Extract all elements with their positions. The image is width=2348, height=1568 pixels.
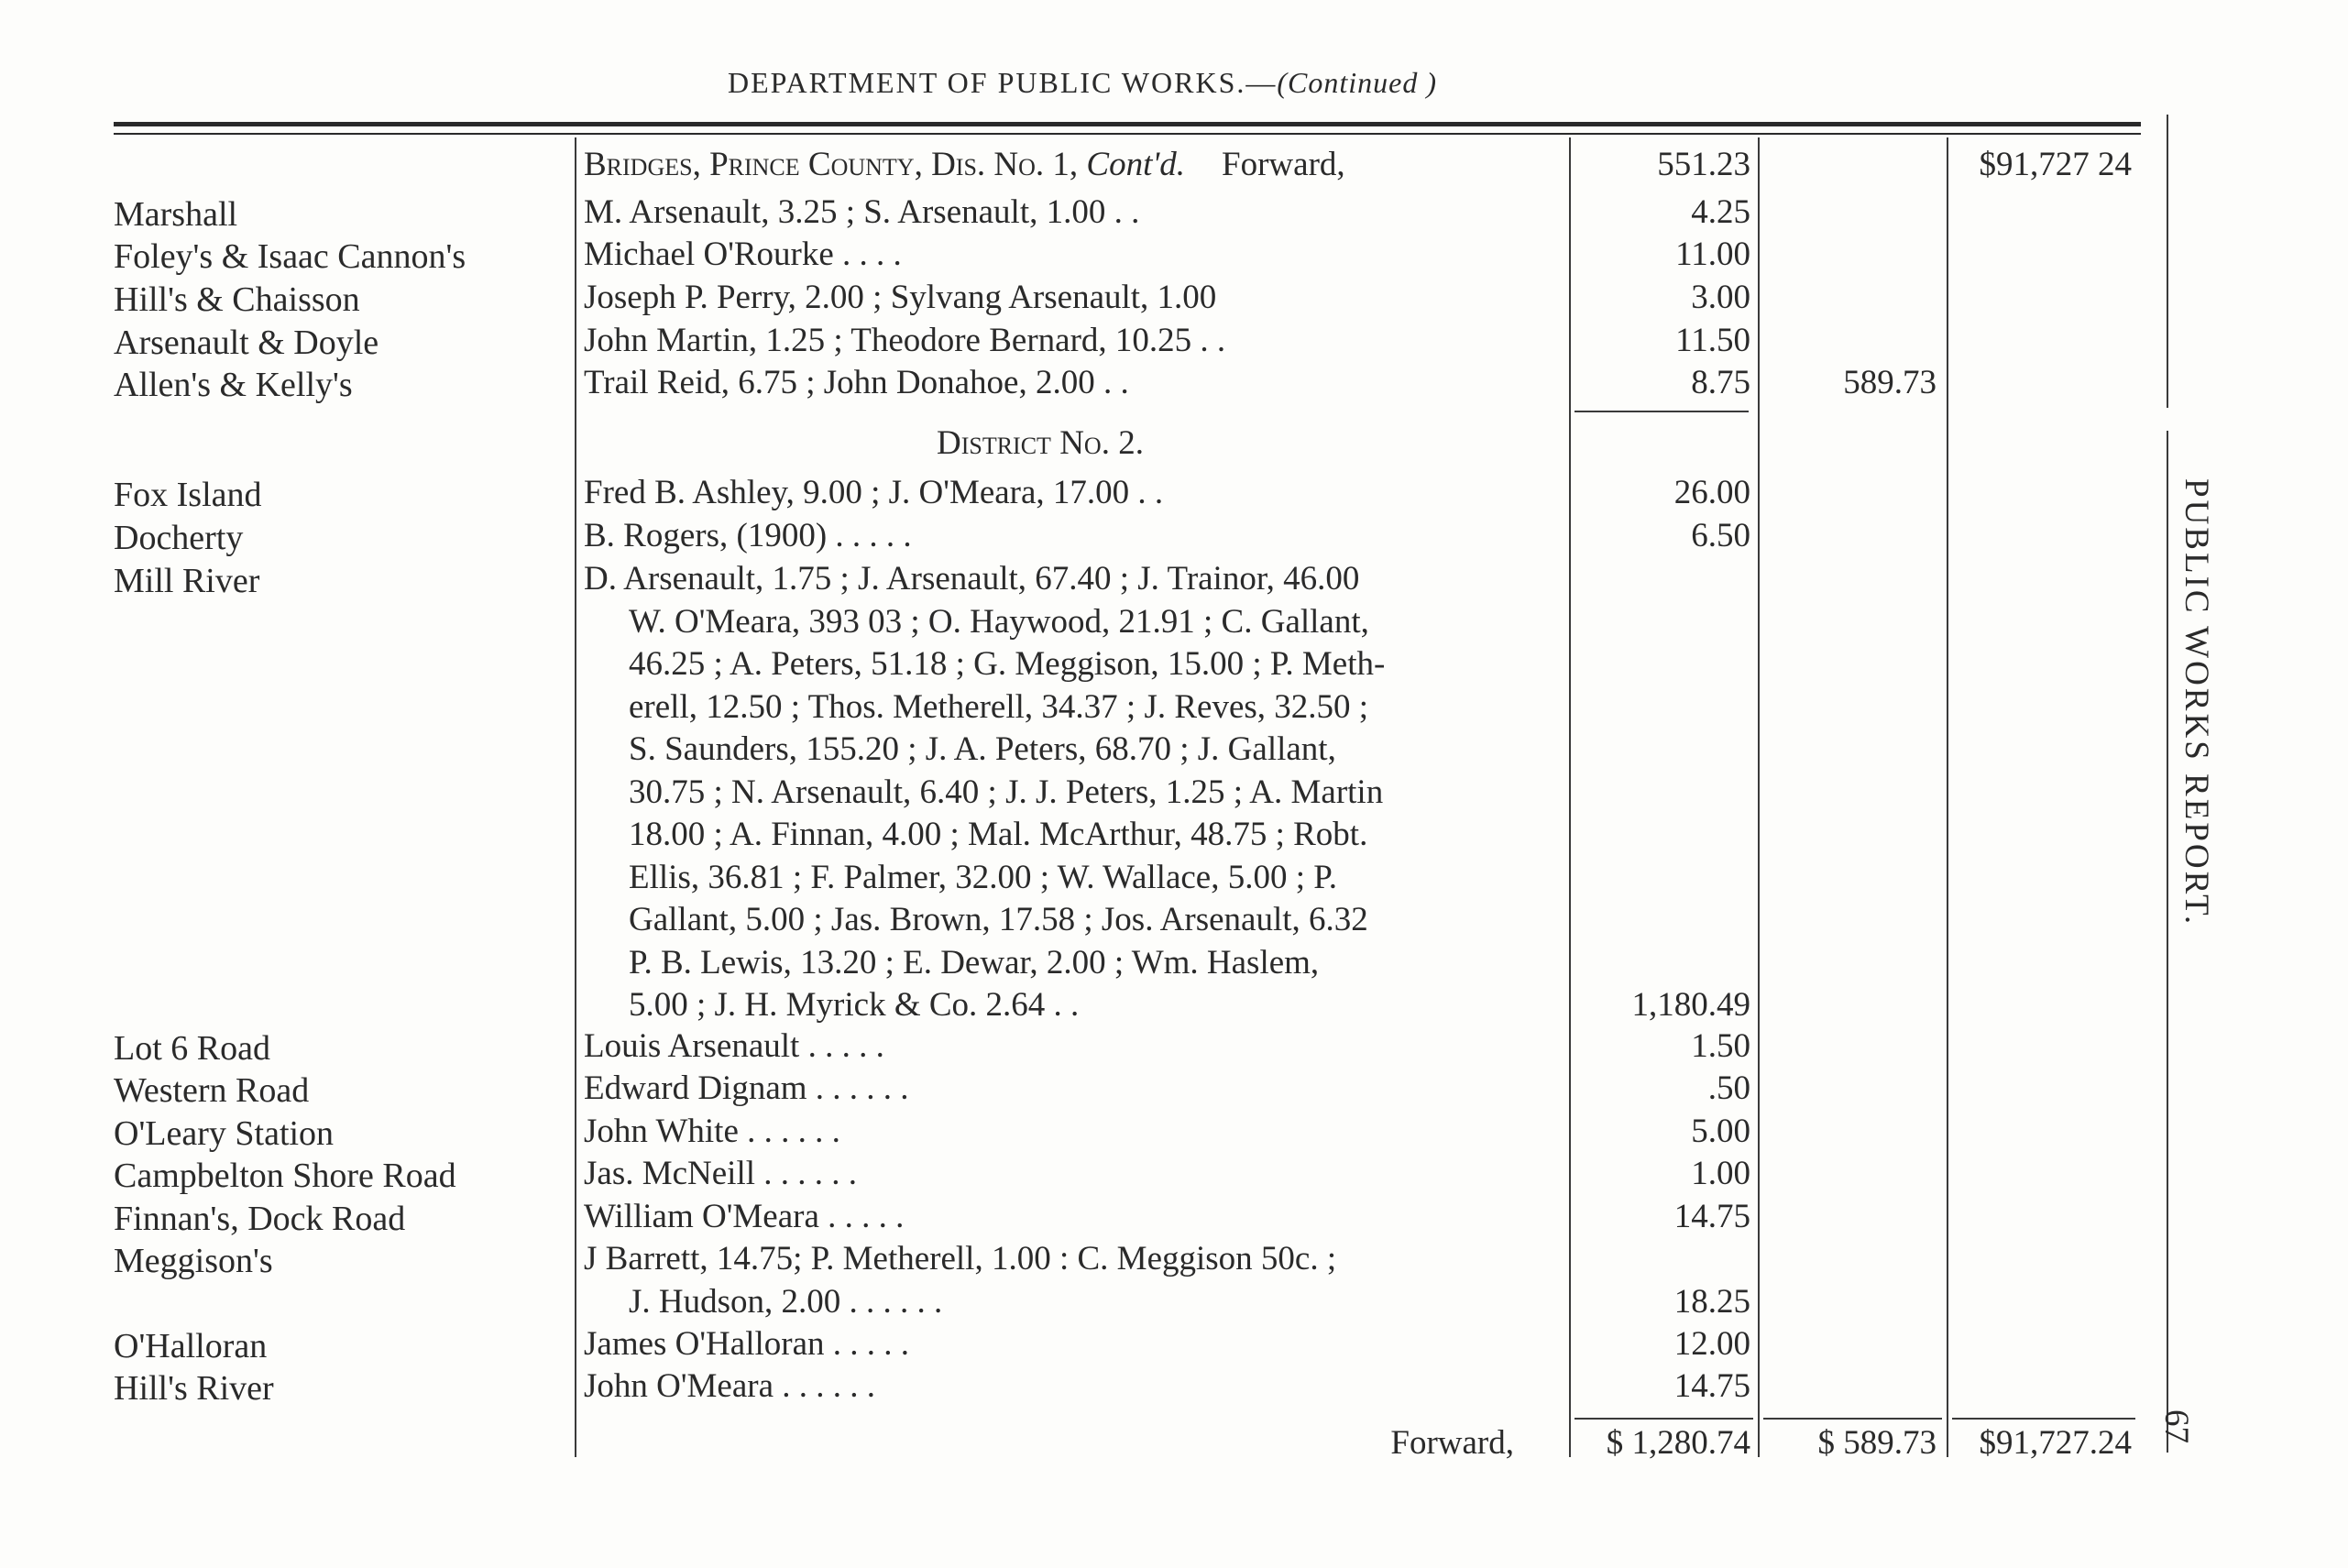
location-label: Western Road: [114, 1071, 310, 1110]
header-title: DEPARTMENT OF PUBLIC WORKS.—: [728, 66, 1278, 99]
total-rule-col3: [1952, 1418, 2135, 1420]
location-label: Allen's & Kelly's: [114, 366, 353, 404]
entry-amount: 12.00: [1673, 1325, 1750, 1363]
page-number: 67: [2157, 1409, 2195, 1443]
entry-amount: 1.50: [1691, 1027, 1750, 1065]
entry-description-line: erell, 12.50 ; Thos. Metherell, 34.37 ; J. Reves, 32.50 ;: [629, 688, 1369, 726]
entry-description-line: S. Saunders, 155.20 ; J. A. Peters, 68.70 ; J. Gallant,: [629, 730, 1336, 768]
subtotal-rule: [1574, 411, 1749, 412]
section-heading-bridges: Bridges, Prince County, Dis. No. 1, Cont'd. Forward,: [584, 146, 1345, 183]
sidebar-report-title: PUBLIC WORKS REPORT.: [2178, 478, 2215, 927]
location-label: Marshall: [114, 195, 238, 234]
entry-description-line: W. O'Meara, 393 03 ; O. Haywood, 21.91 ; C. Gallant,: [629, 603, 1369, 641]
entry-amount: 18.25: [1673, 1283, 1750, 1321]
district-subtotal: 589.73: [1843, 364, 1937, 401]
entry-description: James O'Halloran . . . . .: [584, 1325, 910, 1363]
header-subtitle: (Continued ): [1277, 66, 1437, 99]
forward-label-bottom: Forward,: [1390, 1424, 1514, 1462]
entry-amount: 8.75: [1691, 364, 1750, 401]
entry-description: Fred B. Ashley, 9.00 ; J. O'Meara, 17.00 . .: [584, 474, 1164, 511]
total-forward-top: $91,727 24: [1979, 146, 2132, 183]
page-header: [0, 66, 2165, 100]
entry-description: Trail Reid, 6.75 ; John Donahoe, 2.00 . .: [584, 364, 1129, 401]
entry-description: Louis Arsenault . . . . .: [584, 1027, 884, 1065]
entry-description-line: 46.25 ; A. Peters, 51.18 ; G. Meggison, 15.00 ; P. Meth-: [629, 645, 1386, 683]
location-label: Mill River: [114, 562, 260, 600]
location-label: Arsenault & Doyle: [114, 323, 379, 362]
location-label: Docherty: [114, 519, 244, 557]
location-label: Campbelton Shore Road: [114, 1157, 456, 1195]
page-edge-line-bottom: [2167, 431, 2168, 1453]
entry-description-line: P. B. Lewis, 13.20 ; E. Dewar, 2.00 ; Wm. Haslem,: [629, 944, 1320, 981]
entry-amount: 1.00: [1691, 1155, 1750, 1192]
entry-amount: 14.75: [1673, 1198, 1750, 1235]
location-label: O'Leary Station: [114, 1114, 335, 1153]
column-divider-description: [1569, 137, 1571, 1457]
entry-description-line: 18.00 ; A. Finnan, 4.00 ; Mal. McArthur, 48.75 ; Robt.: [629, 816, 1368, 853]
total-col1: $ 1,280.74: [1606, 1424, 1750, 1462]
location-label: O'Halloran: [114, 1327, 268, 1365]
total-col2: $ 589.73: [1817, 1424, 1937, 1462]
entry-amount: 6.50: [1691, 517, 1750, 554]
location-label: Hill's River: [114, 1369, 274, 1408]
entry-amount: 14.75: [1673, 1367, 1750, 1405]
entry-description-line: D. Arsenault, 1.75 ; J. Arsenault, 67.40 ; J. Trainor, 46.00: [584, 560, 1360, 598]
entry-description-line: Ellis, 36.81 ; F. Palmer, 32.00 ; W. Wallace, 5.00 ; P.: [629, 859, 1337, 896]
entry-description: Jas. McNeill . . . . . .: [584, 1155, 858, 1192]
total-col3: $91,727.24: [1979, 1424, 2132, 1462]
page-edge-line-top: [2167, 115, 2168, 408]
location-label: Fox Island: [114, 476, 262, 514]
entry-description: John Martin, 1.25 ; Theodore Bernard, 10.25 . .: [584, 322, 1226, 359]
location-label: Foley's & Isaac Cannon's: [114, 237, 466, 276]
entry-amount: 11.50: [1675, 322, 1750, 359]
entry-amount: 4.25: [1691, 193, 1750, 231]
entry-description-line: J. Hudson, 2.00 . . . . . .: [629, 1283, 943, 1321]
column-divider-amount: [1758, 137, 1760, 1457]
entry-amount: 3.00: [1691, 279, 1750, 316]
entry-amount: 11.00: [1675, 236, 1750, 273]
entry-description: M. Arsenault, 3.25 ; S. Arsenault, 1.00 . .: [584, 193, 1140, 231]
location-label: Lot 6 Road: [114, 1029, 270, 1068]
total-rule-col1: [1574, 1418, 1753, 1420]
column-divider-subtotal: [1947, 137, 1948, 1457]
entry-description-line: 5.00 ; J. H. Myrick & Co. 2.64 . .: [629, 986, 1080, 1024]
entry-description-line: Gallant, 5.00 ; Jas. Brown, 17.58 ; Jos. Arsenault, 6.32: [629, 901, 1368, 938]
location-label: Meggison's: [114, 1242, 273, 1280]
entry-amount: 5.00: [1691, 1113, 1750, 1150]
amount-forward: 551.23: [1657, 146, 1750, 183]
column-divider-location: [575, 137, 576, 1457]
entry-description: Michael O'Rourke . . . .: [584, 236, 902, 273]
forward-label-top: Forward,: [1222, 146, 1345, 183]
entry-description: William O'Meara . . . . .: [584, 1198, 905, 1235]
entry-description: B. Rogers, (1900) . . . . .: [584, 517, 912, 554]
location-label: Hill's & Chaisson: [114, 280, 360, 319]
header-rule-thick: [114, 122, 2141, 126]
total-rule-col2: [1763, 1418, 1942, 1420]
entry-description-line: J Barrett, 14.75; P. Metherell, 1.00 : C. Meggison 50c. ;: [584, 1240, 1337, 1277]
entry-description-line: 30.75 ; N. Arsenault, 6.40 ; J. J. Peters, 1.25 ; A. Martin: [629, 773, 1384, 811]
header-rule-thin: [114, 133, 2141, 135]
entry-amount: 26.00: [1673, 474, 1750, 511]
entry-amount: 1,180.49: [1631, 986, 1750, 1024]
section-heading-district-2: District No. 2.: [937, 424, 1144, 462]
entry-description: Joseph P. Perry, 2.00 ; Sylvang Arsenault, 1.00: [584, 279, 1217, 316]
entry-description: Edward Dignam . . . . . .: [584, 1069, 909, 1107]
location-label: Finnan's, Dock Road: [114, 1200, 406, 1238]
entry-description: John O'Meara . . . . . .: [584, 1367, 876, 1405]
entry-description: John White . . . . . .: [584, 1113, 840, 1150]
entry-amount: .50: [1707, 1069, 1750, 1107]
